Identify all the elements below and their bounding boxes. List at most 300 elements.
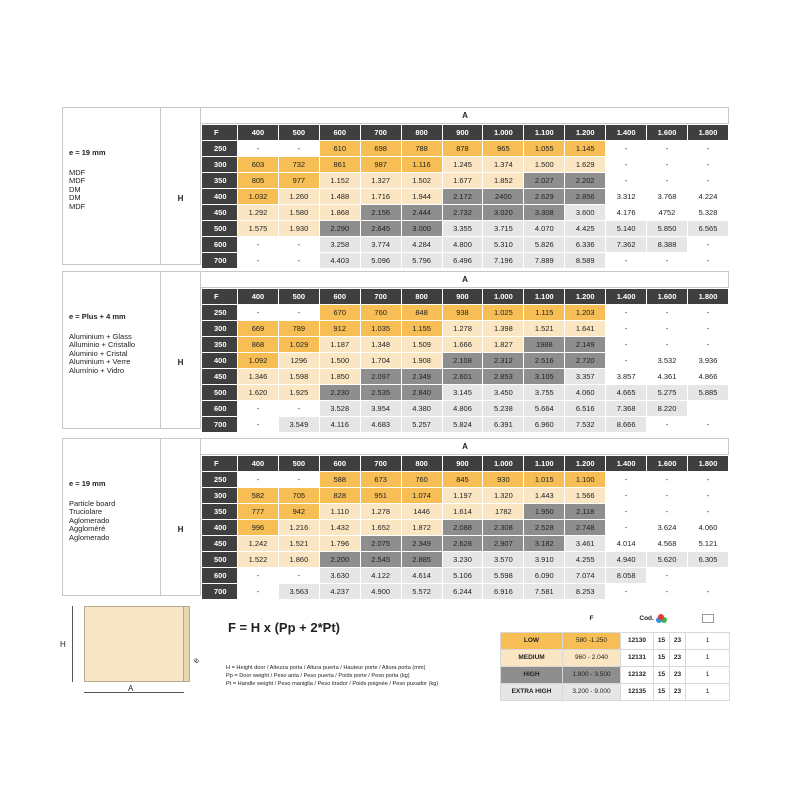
width-header-cell: 1.000 — [483, 456, 524, 472]
force-value-cell: - — [687, 305, 728, 321]
width-dimension-line — [84, 692, 184, 693]
force-value-cell: - — [647, 141, 688, 157]
width-header-cell: 500 — [278, 456, 319, 472]
force-level-label: HIGH — [501, 666, 563, 683]
force-value-cell: - — [687, 472, 728, 488]
force-value-cell: 582 — [238, 488, 279, 504]
force-value-cell: 603 — [238, 157, 279, 173]
force-value-cell: 3.145 — [442, 385, 483, 401]
force-value-cell: 1.930 — [278, 221, 319, 237]
force-value-cell: 1.260 — [278, 189, 319, 205]
force-value-cell: - — [687, 173, 728, 189]
force-value-cell: 4.070 — [524, 221, 565, 237]
force-value-cell: - — [687, 488, 728, 504]
force-value-cell: 828 — [319, 488, 360, 504]
force-value-cell: - — [606, 305, 647, 321]
force-value-cell: 1.872 — [401, 520, 442, 536]
height-row-header: 450 — [202, 369, 238, 385]
force-value-cell: 2.172 — [442, 189, 483, 205]
force-value-cell: 777 — [238, 504, 279, 520]
force-value-cell: 1.443 — [524, 488, 565, 504]
width-header-row — [202, 125, 729, 141]
package-quantity: 1 — [686, 632, 730, 649]
force-value-cell: 6.516 — [565, 401, 606, 417]
force-value-cell: 6.916 — [483, 584, 524, 600]
width-header-cell: 500 — [278, 125, 319, 141]
height-row-header: 600 — [202, 401, 238, 417]
force-range: 3.200 - 9.000 — [563, 683, 621, 700]
table-row — [202, 141, 729, 157]
force-value-cell: 1.666 — [442, 337, 483, 353]
force-value-cell: - — [278, 253, 319, 269]
force-value-cell: 7.368 — [606, 401, 647, 417]
force-value-cell: 938 — [442, 305, 483, 321]
force-value-cell: 3.182 — [524, 536, 565, 552]
height-row-header: 700 — [202, 417, 238, 433]
force-value-cell: - — [647, 337, 688, 353]
force-value-cell: - — [606, 472, 647, 488]
material-name: MDF — [69, 176, 86, 186]
force-value-cell: - — [647, 568, 688, 584]
force-value-cell: - — [606, 141, 647, 157]
width-header-cell: 1.800 — [687, 289, 728, 305]
legend-line: Pt = Handle weight / Peso maniglia / Peso tirador / Poids poignée / Peso puxador (kg) — [226, 681, 439, 688]
width-axis-label: A — [201, 439, 729, 455]
force-value-cell: 8.589 — [565, 253, 606, 269]
force-value-cell: 1.203 — [565, 305, 606, 321]
force-value-cell: 1.035 — [360, 321, 401, 337]
material-description — [63, 108, 161, 264]
force-value-cell: 1.796 — [319, 536, 360, 552]
force-value-cell: 4.683 — [360, 417, 401, 433]
force-value-cell: 6.305 — [687, 552, 728, 568]
table-row — [202, 552, 729, 568]
force-value-cell: 698 — [360, 141, 401, 157]
material-name: Aglomerado — [69, 532, 110, 542]
force-value-cell: 2.601 — [442, 369, 483, 385]
force-value-cell: - — [687, 237, 728, 253]
force-value-cell: 2.230 — [319, 385, 360, 401]
force-value-cell: 5.850 — [647, 221, 688, 237]
force-value-cell: 3.020 — [483, 205, 524, 221]
height-axis-column — [161, 108, 201, 264]
force-value-cell: 1.432 — [319, 520, 360, 536]
force-value-cell: 2.202 — [565, 173, 606, 189]
height-row-header: 400 — [202, 520, 238, 536]
cod-label: Cod. — [639, 615, 654, 623]
force-value-cell: - — [687, 584, 728, 600]
force-value-cell: 4.800 — [442, 237, 483, 253]
force-value-cell: 1.652 — [360, 520, 401, 536]
material-name: Aggloméré — [69, 524, 106, 534]
force-value-cell: 2.748 — [565, 520, 606, 536]
force-value-cell: 3.528 — [319, 401, 360, 417]
table-row — [202, 385, 729, 401]
force-value-cell: 1.827 — [483, 337, 524, 353]
force-value-cell: 1.575 — [238, 221, 279, 237]
force-value-cell: 2.720 — [565, 353, 606, 369]
force-value-cell: 2.907 — [483, 536, 524, 552]
force-value-cell: 5.106 — [442, 568, 483, 584]
force-value-cell: 1782 — [483, 504, 524, 520]
force-value-cell: 1.292 — [238, 205, 279, 221]
force-value-cell: 2.628 — [442, 536, 483, 552]
force-value-cell: 1.521 — [524, 321, 565, 337]
force-value-cell: 1.327 — [360, 173, 401, 189]
force-value-cell: 6.244 — [442, 584, 483, 600]
width-header-cell: 1.600 — [647, 289, 688, 305]
height-label: H — [60, 640, 66, 649]
force-value-cell: - — [238, 401, 279, 417]
door-panel-diagram — [84, 606, 184, 682]
force-value-cell: 2.840 — [401, 385, 442, 401]
force-value-cell: 1.614 — [442, 504, 483, 520]
force-value-cell: 1.348 — [360, 337, 401, 353]
thickness-label: e = 19 mm — [69, 479, 106, 488]
width-header-cell: 1.200 — [565, 125, 606, 141]
force-value-cell: - — [687, 417, 728, 433]
article-code: 12135 — [621, 683, 654, 700]
force-value-cell: 1446 — [401, 504, 442, 520]
force-value-cell: 5.824 — [442, 417, 483, 433]
width-header-cell: 600 — [319, 289, 360, 305]
force-value-cell: - — [647, 321, 688, 337]
force-value-cell: 2.853 — [483, 369, 524, 385]
width-header-cell: 400 — [238, 125, 279, 141]
force-value-cell: 2.349 — [401, 369, 442, 385]
force-value-cell: - — [278, 401, 319, 417]
force-range: 580 -1.250 — [563, 632, 621, 649]
height-row-header: 400 — [202, 189, 238, 205]
f-column-header: F — [563, 606, 621, 632]
force-value-cell: 3.308 — [524, 205, 565, 221]
force-value-cell: 4.806 — [442, 401, 483, 417]
force-value-cell: 7.889 — [524, 253, 565, 269]
force-value-cell: 4.237 — [319, 584, 360, 600]
force-value-cell: 4.866 — [687, 369, 728, 385]
force-value-cell: 4.116 — [319, 417, 360, 433]
force-value-cell: 1.216 — [278, 520, 319, 536]
force-value-cell: - — [687, 337, 728, 353]
force-value-cell: 789 — [278, 321, 319, 337]
force-value-cell: - — [606, 584, 647, 600]
width-header-cell: 800 — [401, 456, 442, 472]
force-value-cell: 7.362 — [606, 237, 647, 253]
code-column-header — [621, 606, 686, 632]
force-level-label: MEDIUM — [501, 649, 563, 666]
thickness-label: e = 19 mm — [69, 148, 106, 157]
force-value-cell: 6.960 — [524, 417, 565, 433]
force-value-cell: - — [606, 253, 647, 269]
height-row-header: 400 — [202, 353, 238, 369]
force-value-cell: - — [687, 504, 728, 520]
force-value-cell: 1.145 — [565, 141, 606, 157]
width-header-row — [202, 289, 729, 305]
material-name: Alluminio + Cristallo — [69, 340, 136, 350]
force-value-cell: 6.090 — [524, 568, 565, 584]
force-formula: F = H x (Pp + 2*Pt) — [228, 620, 340, 635]
width-header-cell: 1.600 — [647, 456, 688, 472]
height-axis-column — [161, 439, 201, 595]
table-row — [202, 568, 729, 584]
force-value-cell: 2.528 — [524, 520, 565, 536]
formula-legend — [226, 664, 516, 689]
force-value-cell: 845 — [442, 472, 483, 488]
force-value-cell: - — [238, 141, 279, 157]
force-value-cell: 868 — [238, 337, 279, 353]
height-row-header: 300 — [202, 157, 238, 173]
force-value-cell: 4.224 — [687, 189, 728, 205]
height-row-header: 300 — [202, 321, 238, 337]
color-finish-icon — [656, 614, 667, 623]
width-header-cell: 1.100 — [524, 125, 565, 141]
force-value-cell: 3.857 — [606, 369, 647, 385]
force-value-cell: 1.860 — [278, 552, 319, 568]
force-value-cell: 1.580 — [278, 205, 319, 221]
material-name: Alumínio + Vidro — [69, 365, 125, 375]
material-name: Truciolare — [69, 507, 103, 517]
material-name: DM — [69, 184, 81, 194]
force-value-cell: 2.444 — [401, 205, 442, 221]
force-grid — [201, 272, 729, 433]
table-row — [202, 520, 729, 536]
force-value-cell: 588 — [319, 472, 360, 488]
force-value-cell: 2.290 — [319, 221, 360, 237]
width-header-cell: 500 — [278, 289, 319, 305]
force-value-cell: 2.516 — [524, 353, 565, 369]
force-value-cell: 669 — [238, 321, 279, 337]
force-value-cell: - — [238, 237, 279, 253]
height-row-header: 350 — [202, 504, 238, 520]
force-value-cell: 4.122 — [360, 568, 401, 584]
table-row — [202, 472, 729, 488]
width-header-cell: 1.400 — [606, 456, 647, 472]
force-value-cell: 3.355 — [442, 221, 483, 237]
force-value-cell: 6.391 — [483, 417, 524, 433]
force-value-cell: 610 — [319, 141, 360, 157]
table-row — [202, 321, 729, 337]
material-name: DM — [69, 193, 81, 203]
package-quantity: 1 — [686, 649, 730, 666]
force-value-cell: 3.000 — [401, 221, 442, 237]
table-row — [202, 305, 729, 321]
package-quantity: 1 — [686, 666, 730, 683]
force-value-cell: 1.320 — [483, 488, 524, 504]
force-value-cell: 1.029 — [278, 337, 319, 353]
table-row — [202, 488, 729, 504]
height-dimension-line — [72, 606, 73, 682]
force-value-cell: 5.620 — [647, 552, 688, 568]
force-value-cell: 2.156 — [360, 205, 401, 221]
table-row — [202, 536, 729, 552]
force-value-cell: 4.060 — [565, 385, 606, 401]
width-header-row — [202, 456, 729, 472]
force-value-cell: 8.058 — [606, 568, 647, 584]
force-value-cell: 3.755 — [524, 385, 565, 401]
force-value-cell: 951 — [360, 488, 401, 504]
force-value-cell: 2.149 — [565, 337, 606, 353]
width-header-cell: 700 — [360, 456, 401, 472]
force-value-cell: 3.624 — [647, 520, 688, 536]
force-value-cell: 1.620 — [238, 385, 279, 401]
force-value-cell: 3.258 — [319, 237, 360, 253]
force-value-cell: 1.092 — [238, 353, 279, 369]
table-row — [202, 417, 729, 433]
force-value-cell: 3.563 — [278, 584, 319, 600]
force-value-cell: 1.925 — [278, 385, 319, 401]
height-row-header: 250 — [202, 305, 238, 321]
force-value-cell: 1.598 — [278, 369, 319, 385]
force-value-cell: 965 — [483, 141, 524, 157]
force-value-cell: - — [238, 584, 279, 600]
force-value-cell: 5.664 — [524, 401, 565, 417]
height-row-header: 300 — [202, 488, 238, 504]
force-value-cell: 5.275 — [647, 385, 688, 401]
force-value-cell: - — [606, 321, 647, 337]
force-value-cell: 2.027 — [524, 173, 565, 189]
force-value-cell: 3.910 — [524, 552, 565, 568]
force-value-cell: - — [647, 472, 688, 488]
finish-code: 15 — [654, 649, 670, 666]
table-row — [202, 157, 729, 173]
force-value-cell: 1.522 — [238, 552, 279, 568]
width-axis-label: A — [201, 108, 729, 124]
force-value-cell: 3.768 — [647, 189, 688, 205]
force-value-cell: 1988 — [524, 337, 565, 353]
force-value-cell: 760 — [401, 472, 442, 488]
finish-code: 23 — [670, 666, 686, 683]
force-value-cell: 1.015 — [524, 472, 565, 488]
force-value-cell: 1.509 — [401, 337, 442, 353]
force-value-cell: 930 — [483, 472, 524, 488]
force-value-cell: 1296 — [278, 353, 319, 369]
force-value-cell: 861 — [319, 157, 360, 173]
force-value-cell: 2.200 — [319, 552, 360, 568]
force-value-cell: - — [647, 488, 688, 504]
force-value-cell: 1.025 — [483, 305, 524, 321]
width-header-cell: 800 — [401, 125, 442, 141]
force-value-cell: 2.312 — [483, 353, 524, 369]
force-value-cell: 878 — [442, 141, 483, 157]
force-value-cell: 6.496 — [442, 253, 483, 269]
force-value-cell: 2.629 — [524, 189, 565, 205]
force-value-cell: 8.253 — [565, 584, 606, 600]
package-quantity: 1 — [686, 683, 730, 700]
width-header-cell: 900 — [442, 456, 483, 472]
width-header-cell: 1.400 — [606, 125, 647, 141]
force-value-cell: 1.100 — [565, 472, 606, 488]
thickness-label: e = Plus + 4 mm — [69, 312, 126, 321]
finish-code: 23 — [670, 683, 686, 700]
force-value-cell: 1.278 — [442, 321, 483, 337]
material-name: MDF — [69, 168, 86, 177]
force-value-cell: 4.614 — [401, 568, 442, 584]
force-value-cell: 4752 — [647, 205, 688, 221]
force-value-cell: - — [687, 157, 728, 173]
force-value-cell: - — [647, 417, 688, 433]
force-value-cell: - — [606, 157, 647, 173]
f-corner-cell: F — [202, 456, 238, 472]
table-row — [202, 369, 729, 385]
force-value-cell: 3.461 — [565, 536, 606, 552]
force-value-cell: 3.312 — [606, 189, 647, 205]
finish-code: 15 — [654, 666, 670, 683]
force-value-cell: 805 — [238, 173, 279, 189]
force-value-cell: - — [606, 488, 647, 504]
legend-line: H = Height door / Altezza porta / Altura puerta / Hauteur porte / Altura porta (mm) — [226, 665, 426, 671]
table-row — [202, 253, 729, 269]
width-header-cell: 900 — [442, 289, 483, 305]
force-value-cell: 1.032 — [238, 189, 279, 205]
height-axis-column — [161, 272, 201, 428]
force-value-cell: 4.665 — [606, 385, 647, 401]
force-value-cell: 673 — [360, 472, 401, 488]
finish-code: 15 — [654, 632, 670, 649]
height-row-header: 700 — [202, 584, 238, 600]
force-value-cell: 1.868 — [319, 205, 360, 221]
force-value-cell: 1.346 — [238, 369, 279, 385]
material-name: MDF — [69, 201, 86, 211]
force-value-cell: 3.570 — [483, 552, 524, 568]
force-value-cell: 670 — [319, 305, 360, 321]
force-value-cell: - — [647, 253, 688, 269]
force-level-row — [501, 649, 730, 666]
force-value-cell: 1.641 — [565, 321, 606, 337]
force-value-cell: - — [238, 253, 279, 269]
force-value-cell: 848 — [401, 305, 442, 321]
width-header-cell: 700 — [360, 125, 401, 141]
force-value-cell: 4.361 — [647, 369, 688, 385]
force-value-cell: 788 — [401, 141, 442, 157]
force-value-cell: 2.118 — [565, 504, 606, 520]
force-value-cell: 6.336 — [565, 237, 606, 253]
force-grid — [201, 439, 729, 600]
force-value-cell: 5.121 — [687, 536, 728, 552]
force-value-cell: - — [647, 157, 688, 173]
package-box-icon — [702, 614, 714, 623]
force-value-cell: 1.374 — [483, 157, 524, 173]
force-value-cell: - — [647, 584, 688, 600]
force-value-cell: 7.532 — [565, 417, 606, 433]
force-value-cell: 1.398 — [483, 321, 524, 337]
force-value-cell: - — [606, 353, 647, 369]
height-axis-label: H — [177, 525, 184, 534]
force-value-cell: 3.105 — [524, 369, 565, 385]
force-value-cell: 8.388 — [647, 237, 688, 253]
height-row-header: 600 — [202, 568, 238, 584]
force-value-cell — [687, 568, 728, 584]
force-value-cell: 6.565 — [687, 221, 728, 237]
force-value-cell: 2400 — [483, 189, 524, 205]
height-row-header: 350 — [202, 337, 238, 353]
force-value-cell: 1.500 — [524, 157, 565, 173]
height-row-header: 350 — [202, 173, 238, 189]
force-value-cell: 977 — [278, 173, 319, 189]
force-value-cell: 1.242 — [238, 536, 279, 552]
force-value-cell: - — [687, 321, 728, 337]
height-row-header: 250 — [202, 141, 238, 157]
finish-code: 15 — [654, 683, 670, 700]
article-code: 12132 — [621, 666, 654, 683]
force-value-cell: 4.900 — [360, 584, 401, 600]
force-value-cell: 5.328 — [687, 205, 728, 221]
table-row — [202, 401, 729, 417]
load-table-section — [62, 271, 729, 429]
f-corner-cell: F — [202, 125, 238, 141]
force-value-cell: 1.502 — [401, 173, 442, 189]
height-row-header: 500 — [202, 552, 238, 568]
force-value-cell: 3.954 — [360, 401, 401, 417]
